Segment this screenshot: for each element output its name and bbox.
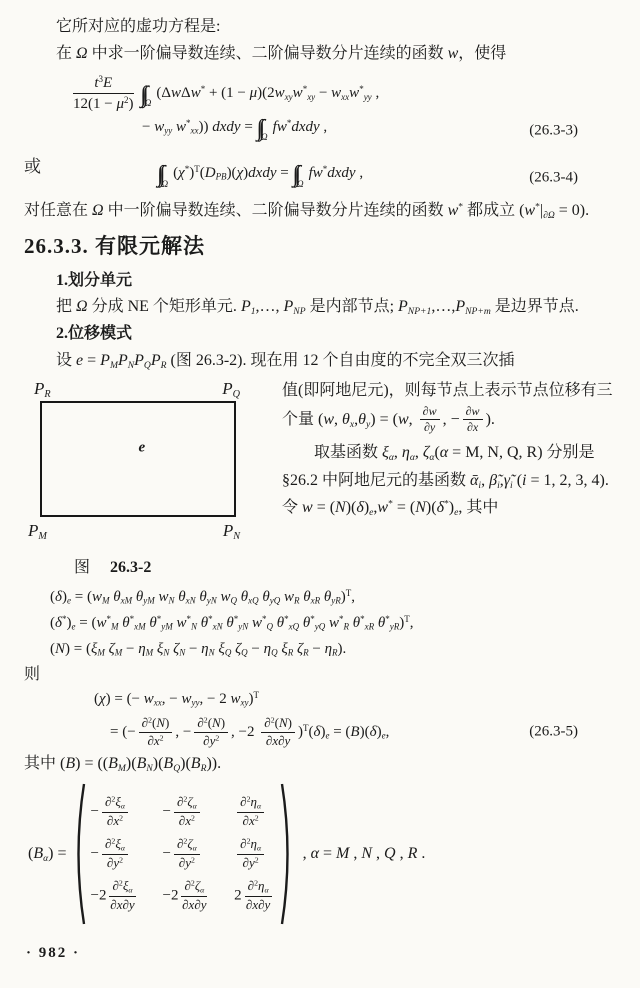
paragraph-B-definition: 其中 $(B) = ((B_M)(B_N)(B_Q)(B_R))$. bbox=[24, 754, 222, 774]
equation-26-3-3-line1: $\frac{t^3E}{12(1 - \mu^2)}$ $\int\int_\Omega(\Delta w\Delta w^* + (1 - \mu)(2w_{xy}w^*_{xy} - w_{xx}w^*_{yy}$ , bbox=[73, 73, 380, 112]
equation-shape-function-N: $(N) = (\xi_M$ $\zeta_M - \eta_M$ $\xi_N$ $\zeta_N - \eta_N$ $\xi_Q$ $\zeta_Q - \eta_Q$ $\xi_R$ $\zeta_R - \eta_R$). bbox=[50, 641, 347, 658]
matrix-cell-1-2: − $\frac{\partial^2\zeta_\alpha}{\partial x^2}$ bbox=[163, 795, 211, 829]
matrix-cell-2-3: $\frac{\partial^2\eta_\alpha}{\partial y^2}$ bbox=[234, 837, 274, 871]
page-number: · 982 · bbox=[26, 945, 81, 961]
equation-26-3-3 bbox=[24, 74, 616, 146]
alternative-form-row bbox=[24, 153, 616, 195]
section-heading-26-3-3: 26.3.3. 有限元解法 bbox=[24, 234, 205, 259]
equation-26-3-4-line bbox=[157, 163, 616, 191]
paragraph-partition: 把 Ω 分成 NE 个矩形单元. $P_1,\dots$, $P_{NP}$ 是内部节点; $P_{NP+1},\dots,P_{NP+m}$ 是边界节点. bbox=[56, 297, 579, 317]
paragraph-problem-statement: 在 Ω 中求一阶偏导数连续、二阶偏导数分片连续的函数 w，使得 bbox=[56, 45, 507, 63]
nodal-vector-equations bbox=[50, 584, 616, 663]
equation-chi-line2-body: = (− $\frac{\partial^2(N)}{\partial x^2}$ , − $\frac{\partial^2(N)}{\partial y^2}$ , −2 $\frac{\partial^2(N)}{\partial x\partial y}$ )$^T(\delta)_e = (B)(\delta)_e$, bbox=[110, 714, 390, 748]
then-label: 则 bbox=[24, 666, 41, 684]
paragraph-virtual-work-intro: 它所对应的虚功方程是: bbox=[56, 18, 221, 35]
equation-26-3-4-body: $\int\int_\Omega(\chi^*)^T(D_{PB})(\chi)dxdy$ = $\int\int_\Omega fw^*dxdy$ , bbox=[157, 162, 364, 190]
paragraph-dof-values: 值(即阿地尼元)，则每节点上表示节点位移有三个量 (w, $\theta_x,\theta_y) = (w$, $\frac{\partial w}{\partial y}$ , − $\frac{\partial w}{\partial x}$ ). bbox=[282, 382, 613, 435]
matrix-cell-3-2: −2 $\frac{\partial^2\zeta_\alpha}{\partial x\partial y}$ bbox=[162, 878, 207, 913]
equation-26-3-3-body: − $w_{yy}$ $w^*_{xx}$)) dxdy = $\int\int_\Omega fw^*dxdy$ , bbox=[142, 115, 328, 144]
element-label-e: e bbox=[138, 439, 146, 456]
figure-and-text-row bbox=[24, 377, 616, 579]
corner-label-PM: $P_M$ bbox=[28, 520, 47, 542]
equation-chi-line2 bbox=[110, 716, 616, 749]
equation-26-3-5 bbox=[24, 689, 616, 749]
matrix-cell-3-3: 2 $\frac{\partial^2\eta_\alpha}{\partial x\partial y}$ bbox=[234, 878, 271, 913]
left-parenthesis bbox=[71, 781, 87, 927]
matrix-cell-3-1: −2 $\frac{\partial^2\xi_\alpha}{\partial x\partial y}$ bbox=[90, 878, 135, 913]
equation-26-3-4 bbox=[41, 163, 616, 195]
matrix-rhs-alpha-range: , α = M , N , Q , R . bbox=[302, 844, 426, 862]
matrix-cell-1-1: − $\frac{\partial^2\xi_\alpha}{\partial x^2}$ bbox=[91, 795, 139, 829]
matrix-grid bbox=[87, 795, 279, 914]
figure-element-diagram bbox=[28, 379, 240, 542]
equation-26-3-3-line2 bbox=[142, 117, 616, 145]
matrix-B-alpha-equation bbox=[28, 781, 616, 927]
corner-label-PQ: $P_Q$ bbox=[222, 379, 240, 401]
right-parenthesis bbox=[279, 781, 295, 927]
paragraph-basis-functions: 取基函数 $\xi_\alpha$, $\eta_\alpha$, $\zeta_\alpha(\alpha = M$, N, Q, R) 分别是 §26.2 中阿地尼元的基函数 ᾱ$_i$, $\betã_i,\gammã_i$ (i = 1, 2, 3, 4). 令 $w = (N)(\delta)_e,w^* = (N)(\delta^*)_e$, 其中 bbox=[282, 444, 609, 519]
equation-delta-star-e: $(\delta^*)_e = (w^*_M$ $\theta^*_{xM}$ $\theta^*_{yM}$ $w^*_N$ $\theta^*_{xN}$ $\theta^*_{yN}$ $w^*_Q$ $\theta^*_{xQ}$ $\theta^*_{yQ}$ $w^*_R$ $\theta^*_{xR}$ $\theta^*_{yR})^T$, bbox=[50, 613, 414, 632]
rectangle-element-outline bbox=[40, 401, 236, 517]
equation-number-26-3-3: (26.3-3) bbox=[529, 122, 578, 139]
item-title-displacement-mode: 2.位移模式 bbox=[56, 325, 133, 343]
paragraph-displacement-intro: 设 $e = P_MP_NP_QP_R$ (图 26.3-2). 现在用 12 个自由度的不完全双三次插 bbox=[56, 351, 515, 371]
matrix-cell-2-1: − $\frac{\partial^2\xi_\alpha}{\partial y^2}$ bbox=[91, 837, 139, 871]
equation-delta-e: $(\delta)_e = (w_M$ $\theta_{xM}$ $\theta_{yM}$ $w_N$ $\theta_{xN}$ $\theta_{yN}$ $w_Q$ $\theta_{xQ}$ $\theta_{yQ}$ $w_R$ $\theta_{xR}$ $\theta_{yR})^T$, bbox=[50, 587, 356, 606]
corner-label-PN: $P_N$ bbox=[222, 520, 240, 542]
right-column-text bbox=[282, 377, 616, 579]
matrix-lhs: $(B_\alpha)$ = bbox=[28, 844, 67, 864]
or-label: 或 bbox=[24, 157, 41, 177]
figure-26-3-2 bbox=[24, 377, 282, 579]
item-title-partition: 1.划分单元 bbox=[56, 271, 133, 289]
equation-chi-line1: (χ) = (− $w_{xx}$, − $w_{yy}$, − 2 $w_{xy})^T$ bbox=[94, 689, 260, 708]
matrix-cell-2-2: − $\frac{\partial^2\zeta_\alpha}{\partial y^2}$ bbox=[163, 837, 211, 871]
figure-caption bbox=[74, 557, 282, 579]
equation-number-26-3-5: (26.3-5) bbox=[529, 723, 578, 740]
figure-caption-number: 26.3-2 bbox=[110, 559, 152, 577]
corner-label-PR: $P_R$ bbox=[34, 379, 51, 401]
figure-caption-prefix: 图 bbox=[74, 559, 91, 577]
paragraph-validity-condition: 对任意在 Ω 中一阶偏导数连续、二阶偏导数分片连续的函数 w* 都成立 $(w^*|_{\partial\Omega} = 0)$. bbox=[24, 201, 590, 221]
equation-number-26-3-4: (26.3-4) bbox=[529, 169, 578, 186]
matrix-cell-1-3: $\frac{\partial^2\eta_\alpha}{\partial x^2}$ bbox=[234, 795, 274, 829]
